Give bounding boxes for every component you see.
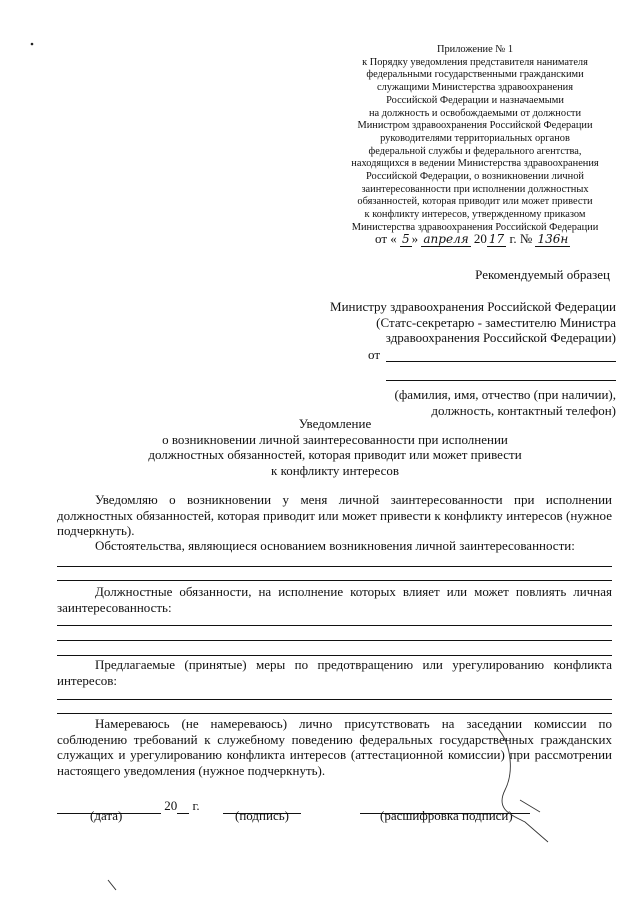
appendix-line: служащими Министерства здравоохранения (376, 82, 573, 94)
from-caption: должность, контактный телефон) (431, 402, 616, 418)
addressee-line: здравоохранения Российской Федерации) (385, 330, 616, 345)
appendix-line: федеральной службы и федерального агентства, (368, 145, 582, 157)
appendix-line: к конфликту интересов, утвержденному приказом (364, 209, 586, 221)
dust-dot (31, 43, 34, 46)
from-details-field[interactable] (386, 368, 616, 381)
appendix-line: Российской Федерации и назначаемыми (386, 94, 564, 106)
from-caption: (фамилия, имя, отчество (при наличии), (394, 387, 616, 402)
appendix-line: к Порядку уведомления представителя нанимателя (362, 56, 588, 68)
decode-caption: (расшифровка подписи) (380, 808, 513, 823)
duties-line[interactable] (57, 625, 612, 626)
appendix-line: Министром здравоохранения Российской Федерации (357, 120, 593, 132)
from-row (320, 347, 616, 363)
date-year: 17 (488, 232, 505, 246)
title-line: к конфликту интересов (271, 462, 399, 478)
addressee-block (320, 299, 616, 418)
document-title (140, 416, 530, 478)
appendix-line: Российской Федерации, о возникновении личной (366, 171, 584, 183)
year-suffix: г. (192, 798, 200, 813)
title-line: о возникновении личной заинтересованности при исполнении (162, 431, 508, 447)
date-year-prefix: 20 (473, 231, 487, 246)
date-caption: (дата) (90, 808, 123, 823)
duties-line[interactable] (57, 640, 612, 641)
circumstances-line[interactable] (57, 580, 612, 581)
year-field[interactable] (177, 801, 189, 814)
date-prefix: от « (375, 231, 397, 246)
addressee-line: (Статс-секретарю - заместителю Министра (376, 314, 616, 330)
title-line: должностных обязанностей, которая приводит или может привести (148, 447, 522, 462)
recommended-sample-label: Рекомендуемый образец (475, 267, 610, 282)
date-sign-field (57, 798, 200, 814)
circumstances-paragraph: Обстоятельства, являющиеся основанием возникновения личной заинтересованности: (95, 538, 575, 553)
appendix-line: руководителями территориальных органов (380, 132, 570, 144)
appendix-header (340, 44, 610, 235)
appendix-line: Министерства здравоохранения Российской Федерации (351, 221, 599, 233)
pen-stroke (108, 880, 116, 890)
date-day: 5 (402, 232, 410, 246)
appendix-line: обязанностей, которая приводит или может привести (357, 196, 593, 208)
circumstances-line[interactable] (57, 566, 612, 567)
appendix-line: находящихся в ведении Министерства здравоохранения (351, 158, 599, 170)
duties-line[interactable] (57, 655, 612, 656)
appendix-line: на должность и освобождаемыми от должности (368, 107, 582, 119)
measures-line[interactable] (57, 713, 612, 714)
attendance-paragraph: Намереваюсь (не намереваюсь) лично присутствовать на заседании комиссии по соблюдению требований к служебному поведению федеральных государственных гражданских служащих и урегулированию конфликта интересов (аттестационной комиссии) при рассмотрении настоящего уведомления (нужное подчеркнуть). (57, 716, 612, 778)
date-month: апреля (423, 232, 469, 246)
appendix-heading: Приложение № 1 (436, 44, 514, 55)
order-date-line: от « 5 » апреля 20 17 г. № 136н (375, 231, 569, 246)
from-label: от (367, 346, 380, 362)
measures-line[interactable] (57, 699, 612, 700)
date-suffix: г. № (509, 231, 533, 246)
duties-paragraph: Должностные обязанности, на исполнение которых влияет или может повлиять личная заинтересованность: (57, 584, 612, 615)
from-name-field[interactable] (386, 349, 616, 362)
appendix-line: федеральными государственными гражданскими (366, 69, 584, 81)
addressee-line: Министру здравоохранения Российской Федерации (330, 299, 616, 314)
notification-paragraph: Уведомляю о возникновении у меня личной заинтересованности при исполнении должностных обязанностей, которая приводит или может привести к конфликту интересов (нужное подчеркнуть). (57, 492, 612, 538)
sign-caption: (подпись) (235, 808, 289, 823)
appendix-line: заинтересованности при исполнении должностных (361, 183, 589, 195)
year-prefix: 20 (164, 798, 178, 813)
order-number: 136н (537, 232, 569, 246)
measures-paragraph: Предлагаемые (принятые) меры по предотвращению или урегулированию конфликта интересов: (57, 657, 612, 688)
title-line: Уведомление (298, 416, 372, 431)
